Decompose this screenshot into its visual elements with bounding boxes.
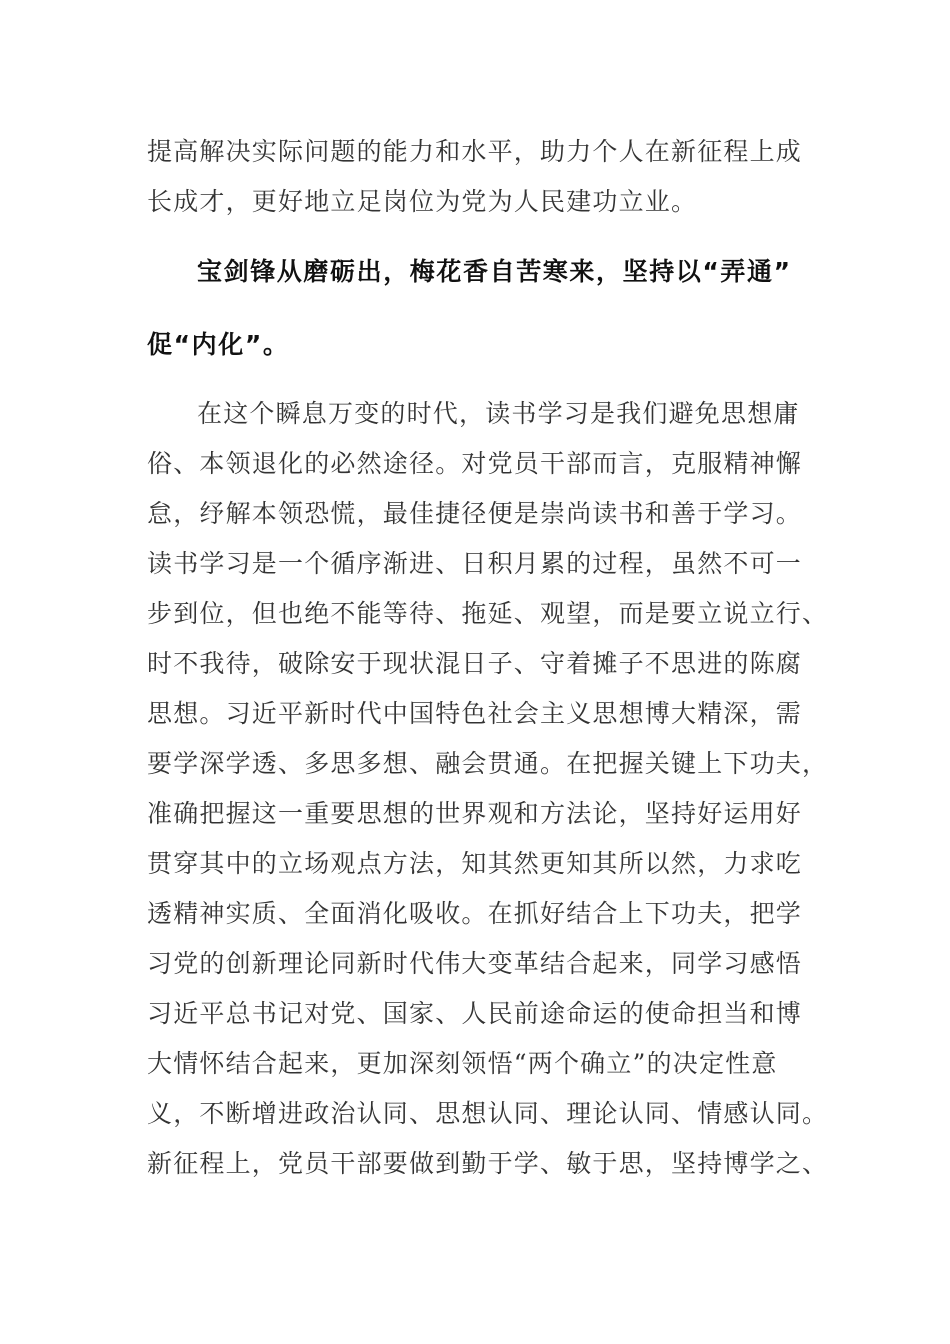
body-line-16: 新征程上，党员干部要做到勤于学、敏于思，坚持博学之、: [147, 1149, 829, 1178]
body-line-15: 义，不断增进政治认同、思想认同、理论认同、情感认同。: [147, 1099, 829, 1128]
body-line-1: 在这个瞬息万变的时代，读书学习是我们避免思想庸: [197, 399, 800, 428]
body-line-14: 大情怀结合起来，更加深刻领悟“两个确立”的决定性意: [147, 1049, 778, 1078]
body-line-6: 时不我待，破除安于现状混日子、守着摊子不思进的陈腐: [147, 649, 803, 678]
body-line-8: 要学深学透、多思多想、融会贯通。在把握关键上下功夫，: [147, 749, 829, 778]
body-line-7: 思想。习近平新时代中国特色社会主义思想博大精深，需: [147, 699, 803, 728]
section-heading-line-1: 宝剑锋从磨砺出，梅花香自苦寒来，坚持以“弄通”: [197, 257, 792, 286]
body-line-3: 怠，纾解本领恐慌，最佳捷径便是崇尚读书和善于学习。: [147, 499, 803, 528]
body-line-12: 习党的创新理论同新时代伟大变革结合起来，同学习感悟: [147, 949, 803, 978]
intro-line-2: 长成才，更好地立足岗位为党为人民建功立业。: [147, 187, 698, 216]
body-line-4: 读书学习是一个循序渐进、日积月累的过程，虽然不可一: [147, 549, 803, 578]
body-line-11: 透精神实质、全面消化吸收。在抓好结合上下功夫，把学: [147, 899, 803, 928]
section-heading-line-2: 促“内化”。: [147, 330, 290, 359]
body-line-5: 步到位，但也绝不能等待、拖延、观望，而是要立说立行、: [147, 599, 829, 628]
intro-line-1: 提高解决实际问题的能力和水平，助力个人在新征程上成: [147, 137, 803, 166]
body-line-10: 贯穿其中的立场观点方法，知其然更知其所以然，力求吃: [147, 849, 803, 878]
body-line-9: 准确把握这一重要思想的世界观和方法论，坚持好运用好: [147, 799, 803, 828]
body-line-2: 俗、本领退化的必然途径。对党员干部而言，克服精神懈: [147, 449, 803, 478]
body-line-13: 习近平总书记对党、国家、人民前途命运的使命担当和博: [147, 999, 803, 1028]
